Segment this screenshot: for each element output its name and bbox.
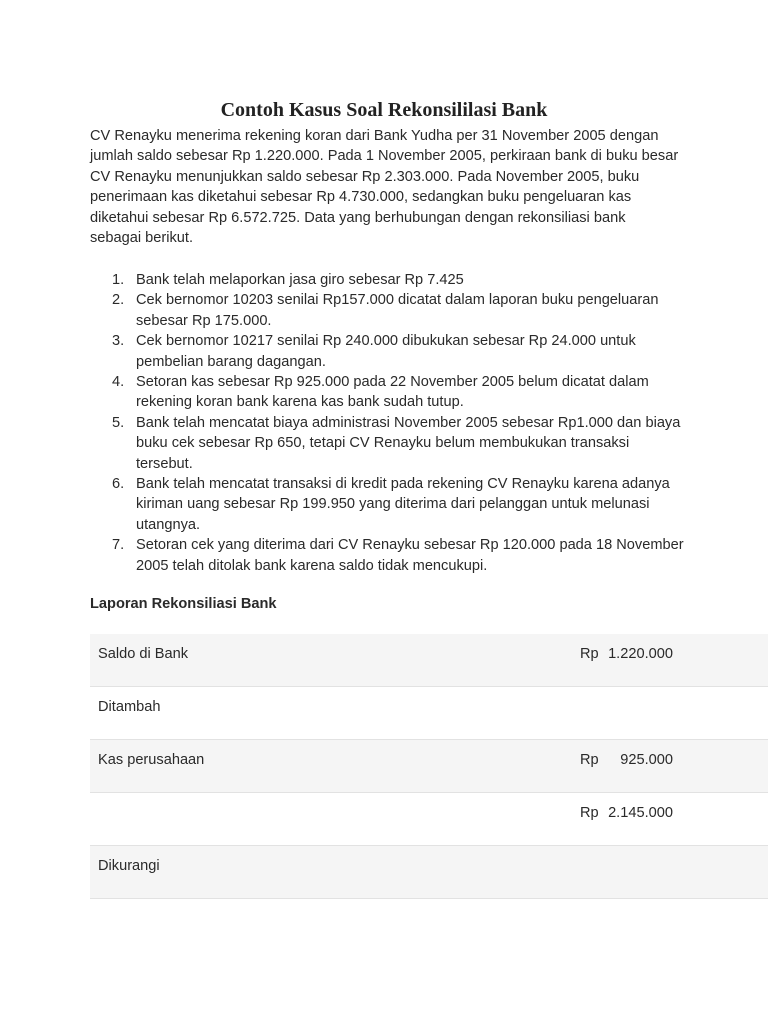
row-label: Dikurangi [98, 858, 160, 874]
list-item-text: Cek bernomor 10203 senilai Rp157.000 dicatat dalam laporan buku pengeluaran sebesar Rp 175.000. [136, 292, 659, 329]
list-item [90, 331, 690, 372]
list-item-text: Bank telah mencatat biaya administrasi November 2005 sebesar Rp1.000 dan biaya buku cek sebesar Rp 650, tetapi CV Renayku belum membukukan transaksi tersebut. [136, 414, 681, 472]
list-item [90, 535, 690, 576]
row-label: Saldo di Bank [98, 646, 189, 662]
list-item-text: Bank telah melaporkan jasa giro sebesar Rp 7.425 [136, 272, 464, 288]
row-amount: 1.220.000 [608, 646, 673, 662]
table-row [90, 687, 768, 740]
list-item-text: Setoran kas sebesar Rp 925.000 pada 22 November 2005 belum dicatat dalam rekening koran bank karena kas bank sudah tutup. [136, 374, 649, 411]
table-row [90, 846, 768, 899]
list-item [90, 372, 690, 413]
row-label: Kas perusahaan [98, 752, 205, 768]
list-item-number: 7. [112, 537, 125, 554]
table-row [90, 793, 768, 846]
list-item-number: 5. [112, 414, 125, 431]
table-row [90, 740, 768, 793]
row-label: Ditambah [98, 699, 161, 715]
list-item [90, 270, 690, 290]
page-title: Contoh Kasus Soal Rekonsililasi Bank [220, 99, 548, 121]
list-item-text: Setoran cek yang diterima dari CV Renayku sebesar Rp 120.000 pada 18 November 2005 telah ditolak bank karena saldo tidak mencukupi. [136, 537, 684, 574]
row-currency: Rp [580, 646, 599, 662]
list-item [90, 290, 690, 331]
list-item [90, 413, 690, 474]
case-data-list [90, 270, 690, 576]
table-row [90, 634, 768, 687]
row-amount: 925.000 [620, 752, 673, 768]
list-item-number: 3. [112, 333, 125, 350]
row-currency: Rp [580, 752, 599, 768]
row-amount: 2.145.000 [608, 805, 673, 821]
reconciliation-table [90, 634, 768, 899]
list-item-text: Bank telah mencatat transaksi di kredit pada rekening CV Renayku karena adanya kiriman uang sebesar Rp 199.950 yang diterima dari pelanggan untuk melunasi utangnya. [136, 476, 670, 533]
list-item-number: 1. [112, 272, 125, 288]
list-item-number: 6. [112, 476, 125, 493]
row-currency: Rp [580, 805, 599, 821]
list-item-number: 2. [112, 292, 125, 309]
list-item-text: Cek bernomor 10217 senilai Rp 240.000 dibukukan sebesar Rp 24.000 untuk pembelian barang dagangan. [136, 333, 636, 370]
report-heading: Laporan Rekonsiliasi Bank [90, 596, 277, 612]
intro-paragraph: CV Renayku menerima rekening koran dari Bank Yudha per 31 November 2005 dengan jumlah saldo sebesar Rp 1.220.000. Pada 1 November 2005, perkiraan bank di buku besar CV Renayku menunjukkan saldo sebesar Rp 2.303.000. Pada November 2005, buku penerimaan kas diketahui sebesar Rp 4.730.000, sedangkan buku pengeluaran kas diketahui sebesar Rp 6.572.725. Data yang berhubungan dengan rekonsiliasi bank sebagai berikut. [90, 128, 679, 247]
list-item [90, 474, 690, 535]
list-item-number: 4. [112, 374, 125, 391]
